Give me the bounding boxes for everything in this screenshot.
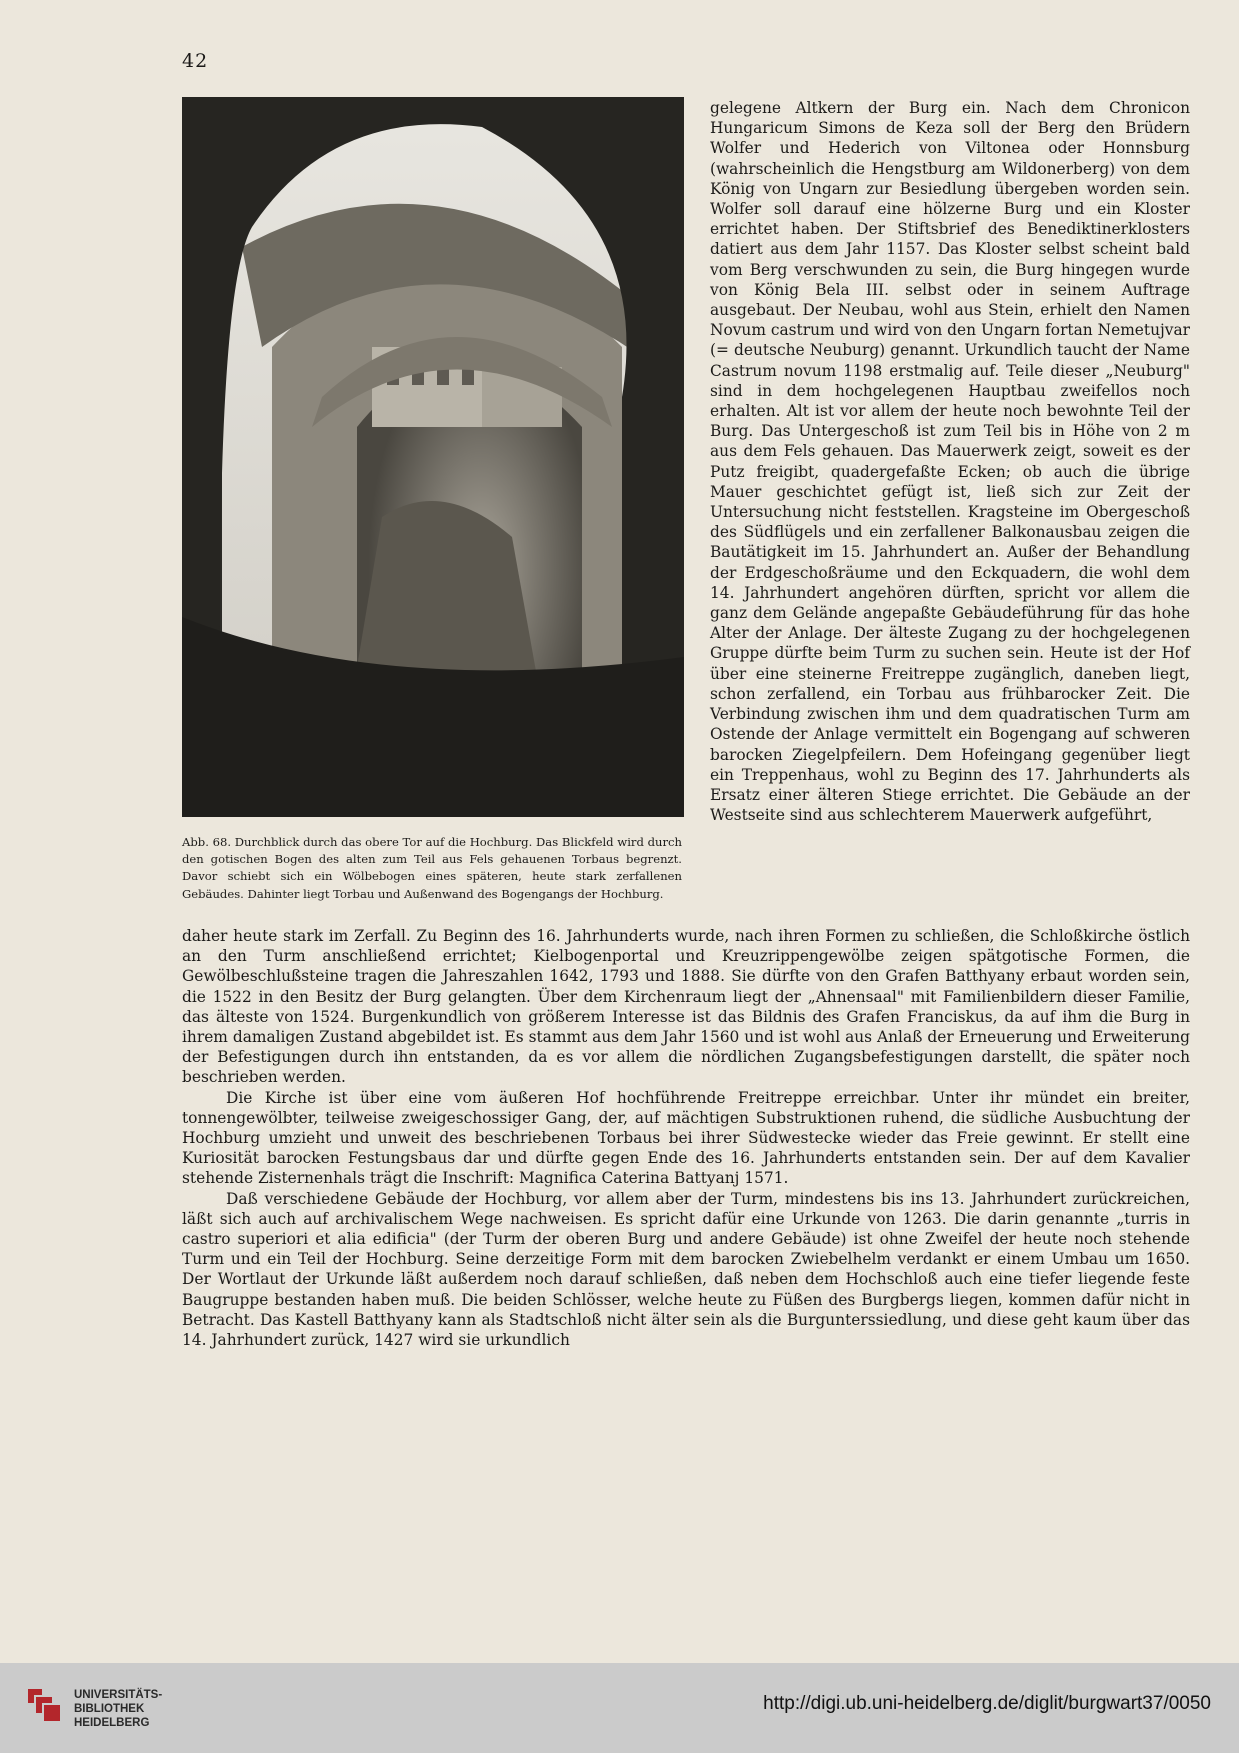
library-name	[74, 1688, 162, 1730]
figure-caption: Abb. 68. Durchblick durch das obere Tor auf die Hochburg. Das Blickfeld wird durch den gotischen Bogen des alten zum Teil aus Fels gehauenen Torbaus begrenzt. Davor schiebt sich ein Wölbebogen eines späteren, heute stark zerfallenen Gebäudes. Dahinter liegt Torbau und Außenwand des Bogengangs der Hochburg.	[182, 835, 682, 901]
footer-bar	[0, 1663, 1239, 1753]
library-name-line-3: HEIDELBERG	[74, 1717, 150, 1729]
paragraph-1: daher heute stark im Zerfall. Zu Beginn des 16. Jahrhunderts wurde, nach ihren Formen zu schließen, die Schloßkirche östlich an den Turm anschließend errichtet; Kielbogenportal und Kreuzrippengewölbe zeigen spätgotische Formen, die Gewölbeschlußsteine tragen die Jahreszahlen 1642, 1793 und 1888. Sie dürfte von den Grafen Batthyany erbaut worden sein, die 1522 in den Besitz der Burg gelangten. Über dem Kirchenraum liegt der „Ahnensaal" mit Familienbildern dieser Familie, das älteste von 1524. Burgenkundlich von größerem Interesse ist das Bildnis des Grafen Franciskus, da auf ihm die Burg in ihrem damaligen Zustand abgebildet ist. Es stammt aus dem Jahr 1560 und ist wohl aus Anlaß der Erneuerung und Erweiterung der Befestigungen durch ihn entstanden, da es vor allem die nördlichen Zugangsbefestigungen darstellt, die später noch beschrieben werden.	[182, 927, 1190, 1087]
source-url-link[interactable]: http://digi.ub.uni-heidelberg.de/diglit/burgwart37/0050	[763, 1693, 1211, 1714]
paragraph-3: Daß verschiedene Gebäude der Hochburg, vor allem aber der Turm, mindestens bis ins 13. Jahrhundert zurückreichen, läßt sich auch auf archivalischem Wege nachweisen. Es spricht dafür eine Urkunde von 1263. Die darin genannte „turris in castro superiori et alia edificia" (der Turm der oberen Burg und andere Gebäude) ist ohne Zweifel der heute noch stehende Turm und ein Teil der Hochburg. Seine derzeitige Form mit dem barocken Zwiebelhelm verdankt er einem Umbau um 1650. Der Wortlaut der Urkunde läßt außerdem noch darauf schließen, daß neben dem Hochschloß auch eine tiefer liegende feste Baugruppe bestanden haben muß. Die beiden Schlösser, welche heute zu Füßen des Burgbergs liegen, kommen dafür nicht in Betracht. Das Kastell Batthyany kann als Stadtschloß nicht älter sein als die Burgunterssiedlung, und diese geht kaum über das 14. Jahrhundert zurück, 1427 wird sie urkundlich	[182, 1189, 1190, 1350]
full-width-text	[182, 926, 1190, 1350]
right-column-text: gelegene Altkern der Burg ein. Nach dem Chronicon Hungaricum Simons de Keza soll der Berg den Brüdern Wolfer und Hederich von Viltonea oder Honnsburg (wahrscheinlich die Hengstburg am Wildonerberg) von dem König von Ungarn zur Besiedlung übergeben worden sein. Wolfer soll darauf eine hölzerne Burg und ein Kloster errichtet haben. Der Stiftsbrief des Benediktinerklosters datiert aus dem Jahr 1157. Das Kloster selbst scheint bald vom Berg verschwunden zu sein, die Burg hingegen wurde von König Bela III. selbst oder in seinem Auftrage ausgebaut. Der Neubau, wohl aus Stein, erhielt den Namen Novum castrum und wird von den Ungarn fortan Nemetujvar (= deutsche Neuburg) genannt. Urkundlich taucht der Name Castrum novum 1198 erstmalig auf. Teile dieser „Neuburg" sind in dem hochgelegenen Hauptbau zweifellos noch erhalten. Alt ist vor allem der heute noch bewohnte Teil der Burg. Das Untergeschoß ist zum Teil bis in Höhe von 2 m aus dem Fels gehauen. Das Mauerwerk zeigt, soweit es der Putz freigibt, quadergefaßte Ecken; ob auch die übrige Mauer geschichtet gefügt ist, ließ sich zur Zeit der Untersuchung nicht feststellen. Kragsteine im Obergeschoß des Südflügels und ein zerfallener Balkonausbau zeigen die Bautätigkeit im 15. Jahrhundert an. Außer der Behandlung der Erdgeschoßräume und den Eckquadern, die wohl dem 14. Jahrhundert angehören dürften, spricht vor allem die ganz dem Gelände angepaßte Gebäudeführung für das hohe Alter der Anlage. Der älteste Zugang zu der hochgelegenen Gruppe dürfte beim Turm zu suchen sein. Heute ist der Hof über eine steinerne Freitreppe zugänglich, daneben liegt, schon zerfallend, ein Torbau aus frühbarocker Zeit. Die Verbindung zwischen ihm und dem quadratischen Turm am Ostende der Anlage vermittelt ein Bogengang auf schweren barocken Ziegelpfeilern. Dem Hofeingang gegenüber liegt ein Treppenhaus, wohl zu Beginn des 17. Jahrhunderts als Ersatz einer älteren Stiege errichtet. Die Gebäude an der Westseite sind aus schlechterem Mauerwerk aufgeführt,	[710, 99, 1190, 825]
castle-gate-arch-photo	[182, 97, 684, 817]
library-name-line-1: UNIVERSITÄTS-	[74, 1689, 163, 1701]
paragraph-2: Die Kirche ist über eine vom äußeren Hof hochführende Freitreppe erreichbar. Unter ihr mündet ein breiter, tonnengewölbter, teilweise zweigeschossiger Gang, der, auf mächtigen Substruktionen ruhend, die südliche Ausbuchtung der Hochburg umzieht und unweit des beschriebenen Torbaus bei ihrer Südwestecke wieder das Freie gewinnt. Er stellt eine Kuriosität barocken Festungsbaus dar und dürfte gegen Ende des 16. Jahrhunderts entstanden sein. Der auf dem Kavalier stehende Zisternenhals trägt die Inschrift: Magnifica Caterina Battyanj 1571.	[182, 1088, 1190, 1188]
library-name-line-2: BIBLIOTHEK	[74, 1703, 145, 1715]
page-number: 42	[182, 50, 209, 72]
university-library-logo-icon	[22, 1683, 66, 1727]
castle-photo	[182, 97, 684, 817]
